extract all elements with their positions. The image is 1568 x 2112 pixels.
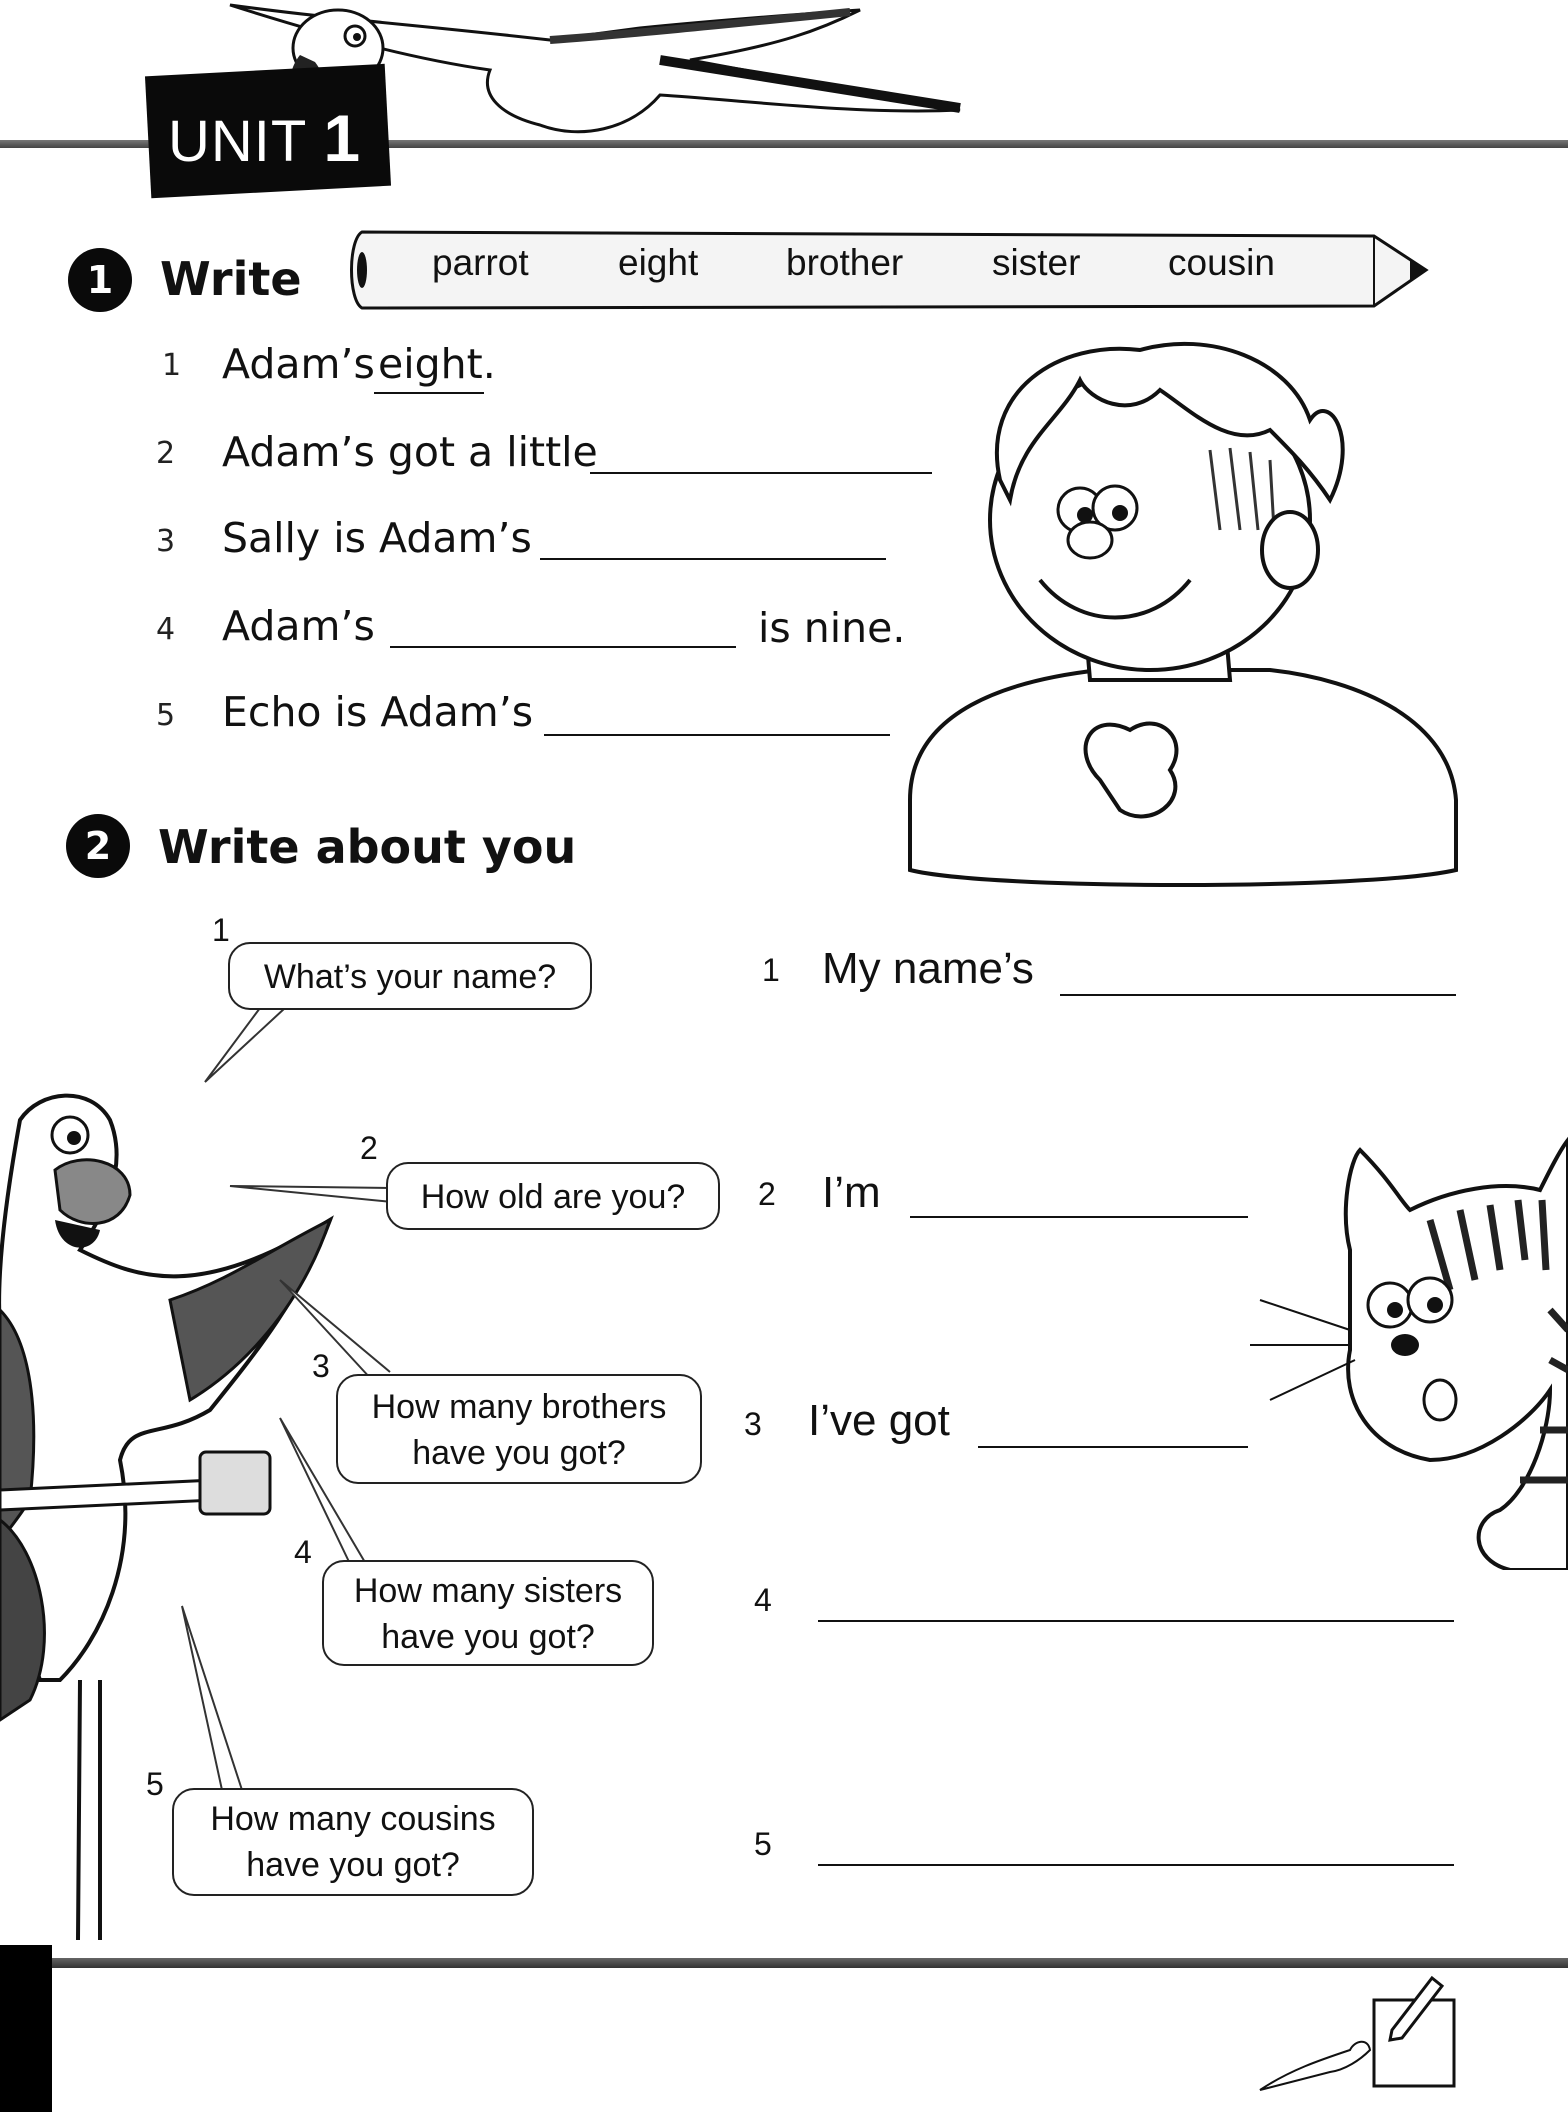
answer-3-number: 3 xyxy=(744,1406,762,1442)
question-5-bubble xyxy=(172,1788,534,1896)
exercise-2-title: Write about you xyxy=(158,820,577,874)
answer-5-number: 5 xyxy=(754,1826,772,1862)
question-5-line-1: How many cousins xyxy=(210,1800,496,1838)
question-2-bubble xyxy=(386,1162,720,1230)
item-1-text: Adam’s xyxy=(222,340,375,388)
question-2-text: How old are you? xyxy=(420,1178,686,1216)
item-4-number: 4 xyxy=(156,612,176,647)
word-bank-parrot: parrot xyxy=(432,242,529,283)
exercise-1-number: 1 xyxy=(68,248,132,312)
question-1-number: 1 xyxy=(212,912,230,948)
item-4-text: Adam’s xyxy=(222,602,375,650)
question-1-text: What’s your name? xyxy=(263,958,557,996)
word-bank-eight: eight xyxy=(618,242,699,283)
unit-text: UNIT xyxy=(168,109,307,174)
word-bank-cousin: cousin xyxy=(1168,242,1275,283)
answer-2-blank[interactable] xyxy=(910,1216,1248,1218)
question-3-line-1: How many brothers xyxy=(371,1388,667,1426)
question-2-number: 2 xyxy=(360,1130,378,1166)
bird-pencil-notebook-icon xyxy=(1250,1960,1470,2100)
answer-5-blank[interactable] xyxy=(818,1864,1454,1866)
answer-4-blank[interactable] xyxy=(818,1620,1454,1622)
word-bank-sister: sister xyxy=(992,242,1081,283)
answer-2-prompt: I’m xyxy=(822,1168,881,1217)
item-2-number: 2 xyxy=(156,436,176,471)
exercise-2-number: 2 xyxy=(66,814,130,878)
question-4-line-2: have you got? xyxy=(381,1618,595,1656)
item-1-answer: eight. xyxy=(378,340,496,388)
question-5-line-2: have you got? xyxy=(246,1846,460,1884)
question-4-bubble xyxy=(322,1560,654,1666)
word-bank-brother: brother xyxy=(786,242,904,283)
page-number-tab xyxy=(0,1945,52,2112)
question-4-number: 4 xyxy=(294,1534,312,1570)
item-5-number: 5 xyxy=(156,698,176,733)
item-3-text: Sally is Adam’s xyxy=(222,514,532,562)
answer-1-prompt: My name’s xyxy=(822,944,1034,993)
item-1-number: 1 xyxy=(162,348,182,383)
question-4-line-1: How many sisters xyxy=(353,1572,623,1610)
unit-number: 1 xyxy=(323,101,362,175)
question-3-number: 3 xyxy=(312,1348,330,1384)
exercise-1-title: Write xyxy=(160,252,302,306)
answer-1-number: 1 xyxy=(762,952,780,988)
answer-4-number: 4 xyxy=(754,1582,772,1618)
question-1-bubble xyxy=(228,942,592,1010)
question-3-bubble xyxy=(336,1374,702,1484)
answer-3-prompt: I’ve got xyxy=(808,1396,950,1445)
question-5-number: 5 xyxy=(146,1766,164,1802)
item-5-text: Echo is Adam’s xyxy=(222,688,534,736)
item-2-text: Adam’s got a little xyxy=(222,428,598,476)
answer-3-blank[interactable] xyxy=(978,1446,1248,1448)
question-3-line-2: have you got? xyxy=(412,1434,626,1472)
answer-1-blank[interactable] xyxy=(1060,994,1456,996)
item-4-text-after: is nine. xyxy=(758,604,906,652)
answer-2-number: 2 xyxy=(758,1176,776,1212)
item-3-number: 3 xyxy=(156,524,176,559)
